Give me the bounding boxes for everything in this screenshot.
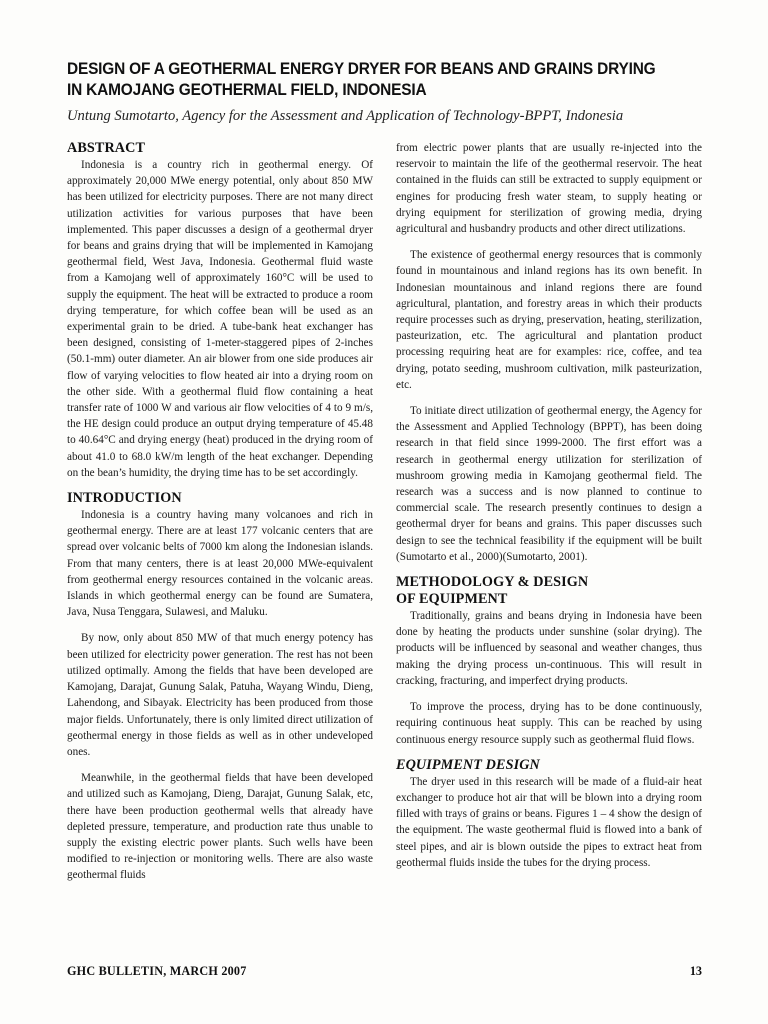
- methodology-heading-line-2: OF EQUIPMENT: [396, 591, 508, 608]
- bppt-research-paragraph: To initiate direct utilization of geothermal energy, the Agency for the Assessment and Applied Technology (BPPT), has been doing research in that field since 1999-2000. The first effort was a research in geothermal energy utilization for sterilization of mushroom growing media in Kamojang geothermal field. The research was a success and is now planned to continue to commercial scale. The research presently continues to design a geothermal dryer for beans and grains. This paper discusses such design to see the technical feasibility if the equipment will be built (Sumotarto et al., 2000)(Sumotarto, 2001).: [396, 405, 702, 563]
- introduction-heading: INTRODUCTION: [67, 490, 182, 507]
- methodology-heading: [396, 574, 702, 608]
- introduction-paragraph-1: Indonesia is a country having many volcanoes and rich in geothermal energy. There are at least 177 volcanic centers that are spread over volcanic belts of 7000 km along the Indonesian islands. From that many centers, there is at least 20,000 MWe-equivalent from geothermal energy resources contained in the volcanic areas. Islands in which geothermal energy can be found are Sumatera, Java, Nusa Tenggara, Sulawesi, and Maluku.: [67, 509, 373, 619]
- methodology-paragraph-2: To improve the process, drying has to be done continuously, requiring continuous heat supply. This can be reached by using continuous energy resource supply such as geothermal fluid flows.: [396, 701, 702, 746]
- continued-paragraph: from electric power plants that are usually re-injected into the reservoir to maintain the life of the geothermal reservoir. The heat contained in the fluids can still be extracted to supply equipment or engines for producing fresh water steam, to supply heating or drying equipment for sterilization of growing media, drying agricultural and husbandry products and other direct utilizations.: [396, 142, 702, 236]
- footer-publication: GHC BULLETIN, MARCH 2007: [67, 964, 247, 978]
- article-title: DESIGN OF A GEOTHERMAL ENERGY DRYER FOR BEANS AND GRAINS DRYING IN KAMOJANG GEOTHERMAL FIELD, INDONESIA: [67, 59, 656, 99]
- abstract-paragraph: Indonesia is a country rich in geothermal energy. Of approximately 20,000 MWe energy potential, only about 850 MW has been utilized for electricity purposes. There are not many direct utilization activities for various purposes that have been implemented. This paper discusses a design of a geothermal dryer for beans and grains drying that will be implemented in Kamojang geothermal field, West Java, Indonesia. Geothermal fluid waste from a Kamojang well of approximately 160°C will be used to supply the equipment. The heat will be extracted to produce a room drying temperature, for which coffee bean will be used as an experimental grain to be dried. A tube-bank heat exchanger has been designed, consisting of 1-meter-staggered pipes of 2-inches (50.1-mm) outer diameter. An air blower from one side produces air flow of varying velocities to flow heated air into a drying room on the other side. With a geothermal fluid flow containing a heat transfer rate of 1000 W and various air flow velocities of 4 to 9 m/s, the HE design could produce an output drying temperature of 45.48 to 40.64°C and drying energy (heat) produced in the drying room of about 41.0 to 68.0 kW/m length of the heat exchanger. Depending on the bean’s humidity, the drying time has to be set accordingly.: [67, 159, 373, 479]
- left-column: [67, 140, 373, 884]
- equipment-design-heading: EQUIPMENT DESIGN: [396, 756, 540, 773]
- resources-paragraph: The existence of geothermal energy resources that is commonly found in mountainous and inland regions has its own benefit. In Indonesian mountainous and inland regions there are found agricultural, plantation, and forestry areas in which their products require processes such as drying, preservation, heating, sterilization, pasteurization, etc. The agricultural and plantation product processing requiring heat are for examples: rice, coffee, and tea drying, potato seeding, mushroom cultivation, milk pasteurization, etc.: [396, 249, 702, 391]
- footer-page-number: 13: [689, 964, 702, 978]
- equipment-design-paragraph: The dryer used in this research will be made of a fluid-air heat exchanger to produce hot air that will be blown into a drying room filled with trays of grains or beans. Figures 1 – 4 show the design of the equipment. The waste geothermal fluid is flowed into a bank of steel pipes, and air is blown outside the pipes to extract heat from geothermal fluids inside the tubes for the drying process.: [396, 775, 702, 869]
- methodology-heading-line-1: METHODOLOGY & DESIGN: [396, 574, 589, 591]
- author-byline: Untung Sumotarto, Agency for the Assessment and Application of Technology-BPPT, Indonesia: [67, 108, 624, 124]
- introduction-paragraph-2: By now, only about 850 MW of that much energy potency has been utilized for electricity power generation. The rest has not been utilized optimally. Among the fields that have been developed are Kamojang, Darajat, Gunung Salak, Patuha, Wayang Windu, Dieng, Lahendong, and Sibayak. Electricity has been produced from those major fields. Unfortunately, there is only limited direct utilization of geothermal energy in those fields as well as in other undeveloped ones.: [67, 632, 373, 758]
- right-column: [396, 140, 702, 871]
- introduction-paragraph-3: Meanwhile, in the geothermal fields that have been developed and utilized such as Kamojang, Dieng, Darajat, Gunung Salak, etc, there have been production geothermal wells that already have depleted pressure, temperature, and production rate thus unable to supply the existing electric power plants. Such wells have been modified to re-injection or monitoring wells. There are also waste geothermal fluids: [67, 772, 373, 882]
- methodology-paragraph-1: Traditionally, grains and beans drying in Indonesia have been done by heating the products under sunshine (solar drying). The products will be influenced by seasonal and weather changes, thus making the drying process un-continuous. This will result in cracking, fracturing, and imperfect drying products.: [396, 610, 702, 687]
- abstract-heading: ABSTRACT: [67, 140, 146, 156]
